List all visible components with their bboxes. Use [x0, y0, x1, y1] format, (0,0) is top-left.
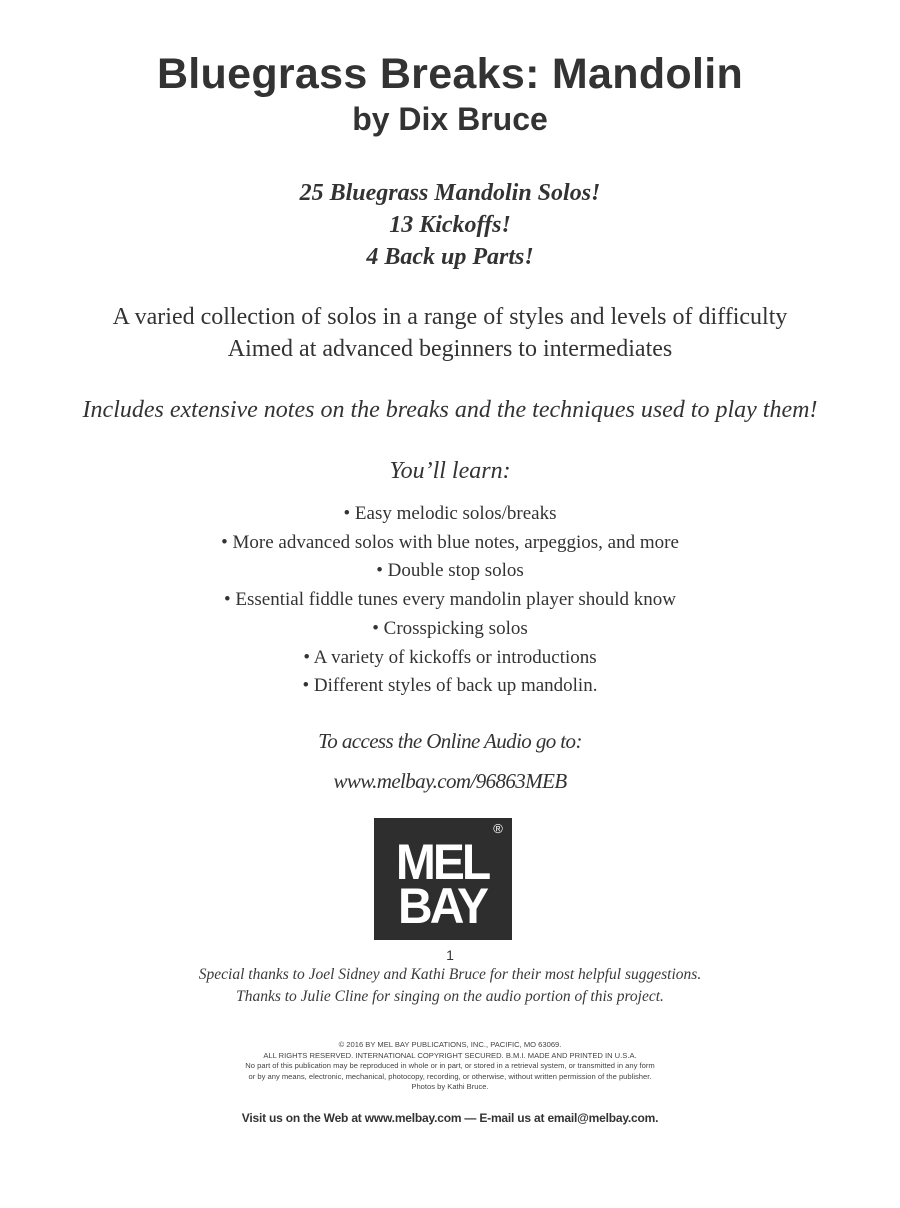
online-audio-url[interactable]: www.melbay.com/96863MEB	[333, 769, 567, 793]
copyright-line: or by any means, electronic, mechanical, photocopy, recording, or otherwise, without written permission of the publisher.	[248, 1071, 652, 1081]
copyright-line: ALL RIGHTS RESERVED. INTERNATIONAL COPYRIGHT SECURED. B.M.I. MADE AND PRINTED IN U.S.A.	[263, 1050, 637, 1060]
logo-line-bay: BAY	[398, 877, 486, 935]
logo-line-mel: MEL	[395, 833, 489, 891]
learn-item: • Crosspicking solos	[372, 617, 528, 639]
mel-bay-logo-graphic	[374, 818, 512, 940]
registered-mark: ®	[493, 821, 503, 836]
thanks-line-1: Special thanks to Joel Sidney and Kathi Bruce for their most helpful suggestions.	[198, 966, 702, 983]
book-author: by Dix Bruce	[352, 101, 548, 137]
highlight-solos: 25 Bluegrass Mandolin Solos!	[299, 180, 601, 206]
thanks-line-2: Thanks to Julie Cline for singing on the audio portion of this project.	[236, 988, 664, 1005]
acknowledgements	[0, 964, 900, 1008]
copyright-line: No part of this publication may be reproduced in whole or in part, or stored in a retrieval system, or transmitted in any form	[245, 1061, 655, 1070]
learn-item: • Easy melodic solos/breaks	[343, 503, 557, 524]
description-line-1: A varied collection of solos in a range of styles and levels of difficulty	[112, 304, 788, 330]
description	[0, 301, 900, 365]
web-contact-line: Visit us on the Web at www.melbay.com — E-mail us at email@melbay.com.	[241, 1111, 659, 1125]
copyright-line: Photos by Kathi Bruce.	[411, 1082, 489, 1091]
learn-item: • Different styles of back up mandolin.	[302, 675, 598, 697]
learn-item: • More advanced solos with blue notes, arpeggios, and more	[221, 531, 679, 553]
includes-note: Includes extensive notes on the breaks and the techniques used to play them!	[82, 397, 818, 423]
learn-item: • Essential fiddle tunes every mandolin player should know	[223, 589, 676, 611]
highlight-backup-parts: 4 Back up Parts!	[366, 244, 534, 270]
learn-item: • Double stop solos	[376, 560, 524, 582]
highlight-kickoffs: 13 Kickoffs!	[389, 212, 511, 238]
copyright-line: © 2016 BY MEL BAY PUBLICATIONS, INC., PACIFIC, MO 63069.	[338, 1040, 562, 1049]
learn-heading: You’ll learn:	[389, 458, 511, 484]
online-audio-label: To access the Online Audio go to:	[318, 729, 582, 753]
copyright-notice	[0, 1040, 900, 1093]
page-number: 1	[446, 947, 454, 963]
description-line-2: Aimed at advanced beginners to intermediates	[227, 336, 673, 362]
mel-bay-logo	[374, 818, 512, 940]
book-title: Bluegrass Breaks: Mandolin	[156, 50, 744, 98]
highlights	[0, 177, 900, 273]
learn-list	[0, 500, 900, 701]
learn-item: • A variety of kickoffs or introductions	[303, 646, 597, 668]
